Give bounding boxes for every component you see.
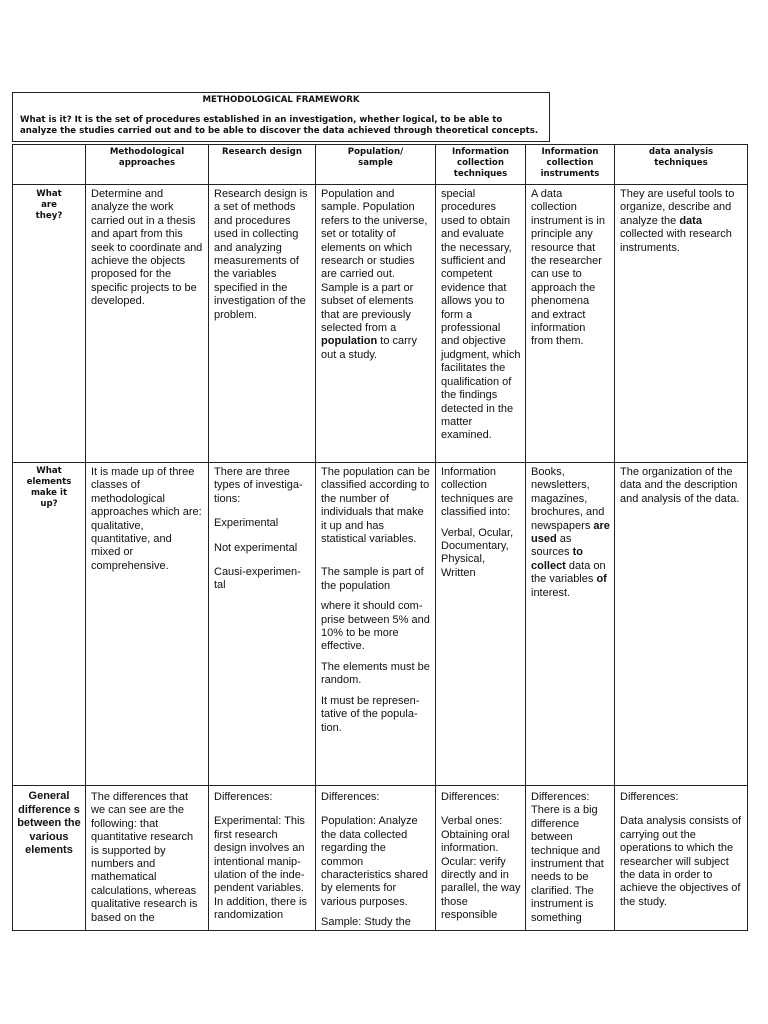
cell-what-data-analysis [615, 188, 747, 255]
column-header-methodological: Methodological approaches [109, 147, 185, 168]
cell-what-population [316, 188, 435, 362]
cell-diff-techniques [436, 791, 525, 923]
column-header-collection-techniques: Information collection techniques [451, 147, 510, 179]
grid-line [747, 144, 748, 931]
diff-body: Population: Analyze the data collected regarding the common characteristics shared by elements for various purposes. [321, 815, 428, 908]
cell-what-techniques: special procedures used to obtain and evaluate the necessary, sufficient and competent evidence that allows you to form a professional and objective judgment, which facilitates the qualification of the findings detected in the matter examined. [441, 188, 521, 442]
grid-line [12, 785, 748, 786]
cell-elements-techniques [436, 466, 525, 580]
framework-intro [20, 115, 549, 137]
row-label-what-elements: What elements make it up? [26, 466, 72, 509]
cell-elements-data-analysis: The organization of the data and the description and analysis of the data. [620, 466, 740, 505]
cell-what-population-text-b: to carry out a study. [321, 335, 417, 361]
cell-what-instruments: A data collection instrument is in principle any resource that the researcher can use to approach the phenomena and extract information from them. [531, 188, 605, 348]
cell-what-analysis-bold: data [679, 214, 702, 227]
instruments-bold: to collect [531, 546, 583, 572]
diff-heading: Differences: [441, 791, 500, 803]
instruments-text: as sources [531, 533, 573, 559]
design-type-causi-experimental: Causi-experimen-tal [214, 566, 301, 592]
framework-intro-line-2: analyze the studies carried out and to be able to discover the data achieved through theoretical concepts. [20, 126, 539, 136]
grid-line [12, 930, 748, 931]
cell-diff-research-design [209, 791, 315, 923]
cell-what-methodological: Determine and analyze the work carried out in a thesis and apart from this seek to coordinate and achieve the objects proposed for the specific projects to be developed. [91, 188, 203, 308]
grid-line [12, 184, 748, 185]
population-paragraph: where it should com-prise between 5% and 10% to be more effective. [321, 600, 430, 653]
techniques-list: Verbal, Ocular, Documentary, Physical, Written [441, 526, 514, 579]
diff-body: Verbal ones: Obtaining oral information. Ocular: verify directly and in parallel, the way those responsible [441, 815, 521, 922]
grid-line [12, 462, 748, 463]
cell-diff-data-analysis [615, 791, 747, 909]
instruments-bold: are used [531, 519, 610, 546]
population-paragraph: It must be represen-tative of the popula-tion. [321, 694, 420, 734]
cell-diff-population [316, 791, 435, 930]
cell-elements-population [316, 466, 435, 735]
framework-intro-line-1: What is it? It is the set of procedures established in an investigation, whether logical, to be able to [20, 115, 503, 125]
cell-diff-instruments: Differences: There is a big difference between technique and instrument that needs to be clarified. The instrument is something [531, 791, 604, 924]
column-header-population-sample: Population/ sample [347, 147, 404, 168]
diff-heading: Differences: [620, 791, 679, 803]
population-paragraph: The population can be classified according to the number of individuals that make it up and has statistical variables. [321, 466, 430, 546]
cell-elements-methodological: It is made up of three classes of methodological approaches which are: qualitative, quantitative, and mixed or comprehensive. [91, 466, 202, 572]
row-label-what-are-they: What are they? [35, 189, 63, 221]
population-paragraph: The elements must be random. [321, 660, 430, 687]
diff-body: Data analysis consists of carrying out the operations to which the researcher will subject the data in order to achieve the objectives of the study. [620, 815, 742, 908]
cell-elements-research-design [209, 466, 315, 593]
column-header-collection-instruments: Information collection instruments [540, 147, 600, 179]
instruments-text: data on the variables [531, 559, 606, 586]
instruments-text: interest. [531, 586, 571, 599]
cell-what-population-text-a: Population and sample. Population refers to the universe, set or totality of elements on which research or studies are carried out. Sample is a part or subset of elements that are previously selected from a [321, 188, 428, 335]
cell-diff-methodological: The differences that we can see are the following: that quantitative research is supported by numbers and mathematical calculations, whereas qualitative research is based on the [91, 791, 198, 924]
instruments-text: Books, newsletters, magazines, brochures, and newspapers [531, 466, 605, 532]
diff-body: Experimental: This first research design involves an intentional manip-ulation of the inde-pendent variables. In addition, there is randomization [214, 815, 307, 922]
population-paragraph: The sample is part of the population [321, 566, 424, 592]
row-label-general-differences: General difference s between the various elements [17, 790, 81, 856]
design-types-intro: There are three types of investiga-tions: [214, 466, 303, 505]
cell-what-analysis-text-b: collected with research instruments. [620, 228, 732, 254]
diff-heading: Differences: [321, 791, 380, 803]
design-type-not-experimental: Not experimental [214, 541, 298, 554]
diff-body: Sample: Study the [321, 916, 411, 929]
techniques-intro: Information collection techniques are classified into: [441, 466, 514, 519]
design-type-experimental: Experimental [214, 517, 279, 530]
column-header-data-analysis: data analysis techniques [648, 147, 714, 168]
column-header-research-design: Research design [222, 147, 302, 157]
cell-elements-instruments [526, 466, 614, 600]
diff-heading: Differences: [214, 791, 273, 803]
cell-what-research-design: Research design is a set of methods and procedures used in collecting and analyzing measurements of the variables specified in the investigation of the problem. [214, 188, 308, 321]
cell-what-population-bold: population [321, 335, 378, 348]
framework-header-box [12, 92, 550, 142]
framework-title: METHODOLOGICAL FRAMEWORK [202, 95, 360, 105]
instruments-bold: of [596, 573, 607, 586]
cell-what-analysis-text-a: They are useful tools to organize, describe and analyze the [620, 188, 735, 227]
